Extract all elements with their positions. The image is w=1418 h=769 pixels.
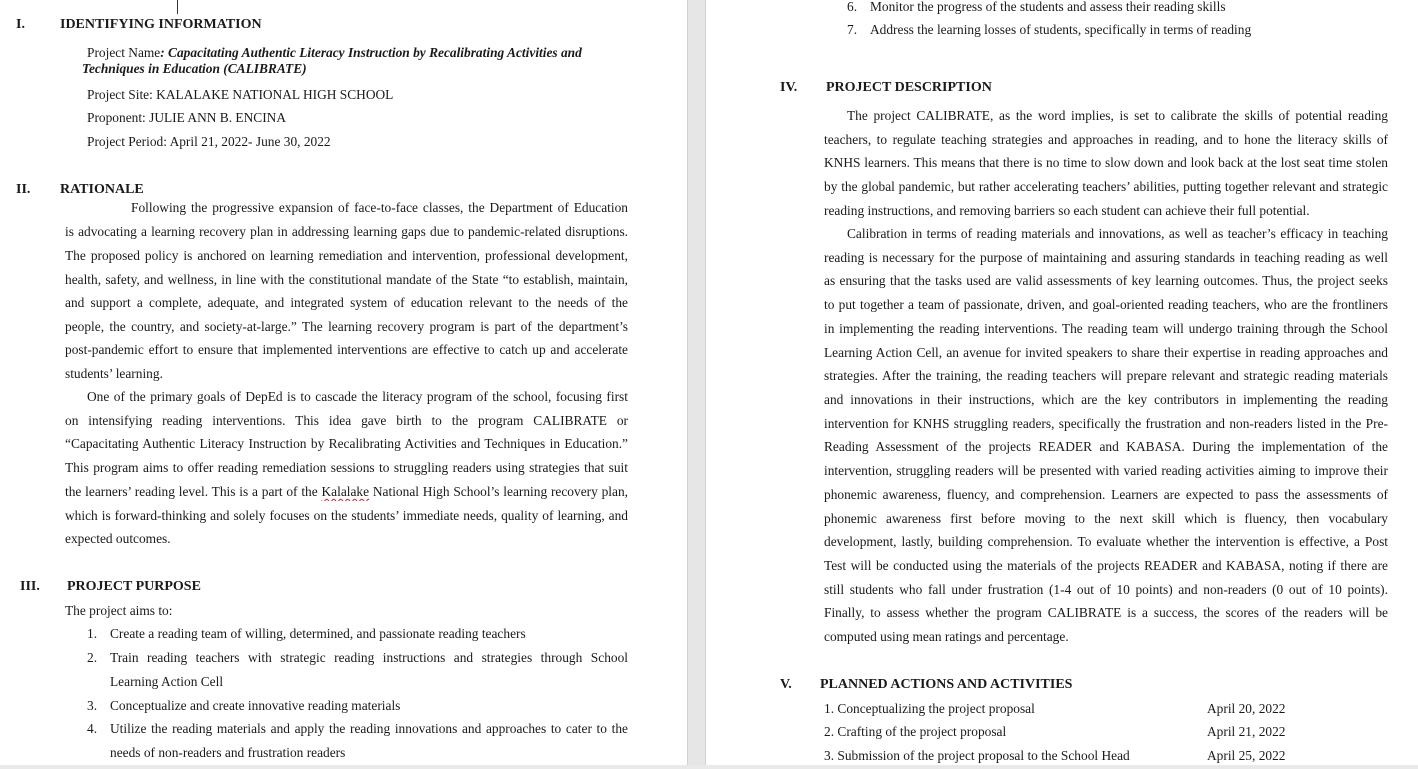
section-1-numeral: I. [16,17,25,32]
rationale-line: One of the primary goals of DepEd is to cascade the literacy program of the school, focusing first [87,389,628,404]
description-line: teachers, to regulate teaching strategies and approaches in reading, and to hone the literacy skills of [824,132,1388,147]
description-line: as ensuring that the tasks used are valid assessments of key learning outcomes. Thus, the project seeks [824,273,1388,288]
section-3-numeral: III. [20,579,40,594]
project-name-title-1: : Capacitating Authentic Literacy Instruction by Recalibrating Activities and [160,45,582,60]
purpose-item-number: 7. [847,22,858,37]
window-bottom-edge [0,765,1418,769]
description-line: Finally, to assess whether the program CALIBRATE is a success, the scores of the readers will be [824,605,1388,620]
description-line: The project CALIBRATE, as the word implies, is set to calibrate the skills of potential reading [847,108,1388,123]
description-line: computed using mean ratings and percentage. [824,629,1069,644]
description-line: phonemic awareness first before moving to the next skill which is fluency, then vocabulary [824,511,1388,526]
description-line: reading is necessary for the purpose of maintaining and assuring standards in teaching reading as well [824,250,1388,265]
rationale-text: the learners’ reading level. This is a part of the [65,484,322,499]
section-2-numeral: II. [16,182,31,197]
project-name-label: Project Name [87,45,161,60]
description-line: by the global pandemic, but rather accelerating teachers’ abilities, putting together relevant and strategic [824,179,1388,194]
description-line: still students who fall under frustration (1-4 out of 10 points) and non-readers (0 out of 10 points). [824,582,1388,597]
activity-action: 3. Submission of the project proposal to the School Head [824,748,1130,763]
description-line: KNHS learners. This means that there is no time to slow down and look back at the lost seat time stolen [824,155,1388,170]
document-page-right [706,0,1418,769]
purpose-item-number: 3. [87,698,98,713]
rationale-line [65,483,628,501]
description-line: phonemic awareness, fluency, and comprehension. Learners are expected to pass the assessments of [824,487,1388,502]
purpose-item-text: Utilize the reading materials and apply the reading innovations and approaches to cater to the [110,721,628,736]
description-line: and innovations in their instructions, which are the key contributors in implementing the reading [824,392,1388,407]
description-line: intervention, struggling readers will be presented with varied reading activities aiming to improve their [824,463,1388,478]
purpose-item-number: 6. [847,0,858,14]
section-4-heading: PROJECT DESCRIPTION [826,80,992,95]
project-period: Project Period: April 21, 2022- June 30, 2022 [87,134,331,149]
section-1-heading: IDENTIFYING INFORMATION [60,17,262,32]
section-4-numeral: IV. [780,80,798,95]
rationale-line: which is forward-thinking and solely focuses on the students’ immediate needs, quality of learning, and [65,508,628,523]
document-page-left [0,0,687,769]
page-gutter [687,0,706,769]
purpose-item-text: Monitor the progress of the students and assess their reading skills [870,0,1226,14]
purpose-item-number: 2. [87,650,98,665]
purpose-item-text: Create a reading team of willing, determined, and passionate reading teachers [110,626,526,641]
rationale-line: students’ learning. [65,366,163,381]
description-line: development, lastly, building comprehension. To evaluate whether the intervention is effective, a Post [824,534,1388,549]
rationale-line: and support a complete, adequate, and integrated system of education relevant to the needs of the [65,295,628,310]
description-line: Learning Action Cell, an avenue for invited speakers to share their expertise in reading approaches and [824,345,1388,360]
purpose-item-text: Address the learning losses of students, specifically in terms of reading [870,22,1252,37]
rationale-line: post-pandemic effort to ensure that implemented interventions are effective to catch up and accelerate [65,342,628,357]
project-site: Project Site: KALALAKE NATIONAL HIGH SCHOOL [87,87,394,102]
section-3-heading: PROJECT PURPOSE [67,579,201,594]
activity-date: April 20, 2022 [1207,701,1286,716]
purpose-item-text: Train reading teachers with strategic reading instructions and strategies through School [110,650,628,665]
description-line: in implementing the reading interventions. The reading team will undergo training through the School [824,321,1388,336]
purpose-item-text: needs of non-readers and frustration readers [110,745,346,760]
activity-date: April 21, 2022 [1207,724,1286,739]
purpose-item-number: 1. [87,626,98,641]
description-line: Reading Assessment of the projects READER and KABASA. During the implementation of the [824,439,1388,454]
text-cursor [177,0,178,14]
activity-action: 2. Crafting of the project proposal [824,724,1007,739]
description-line: strategies. After the training, the reading teachers will prepare relevant and strategic reading materials [824,368,1388,383]
description-line: Test will be conducted using the materials of the projects READER and KABASA, noting if there are [824,558,1388,573]
rationale-text: National High School’s learning recovery plan, [369,484,628,499]
purpose-intro: The project aims to: [65,603,173,618]
project-proponent: Proponent: JULIE ANN B. ENCINA [87,110,286,125]
section-5-heading: PLANNED ACTIONS AND ACTIVITIES [820,677,1073,692]
description-line: to put together a team of passionate, driven, and goal-oriented reading teachers, who are the frontliners [824,297,1388,312]
rationale-line: is advocating a learning recovery plan in addressing learning gaps due to pandemic-related disruptions. [65,224,628,239]
rationale-line: health, safety, and wellness, in line with the constitutional mandate of the State “to establish, maintain, [65,272,628,287]
rationale-line: This program aims to offer reading remediation sessions to struggling readers using strategies that suit [65,460,628,475]
rationale-line: “Capacitating Authentic Literacy Instruction by Recalibrating Activities and Techniques in Education.” [65,436,628,451]
rationale-line: people, the country, and society-at-large.” The learning recovery program is part of the department’s [65,319,628,334]
rationale-line: expected outcomes. [65,531,171,546]
purpose-item-text: Learning Action Cell [110,674,224,689]
rationale-line: on intensifying reading interventions. This idea gave birth to the program CALIBRATE or [65,413,628,428]
rationale-line: Following the progressive expansion of face-to-face classes, the Department of Education [131,200,628,215]
spelling-flag-word[interactable]: Kalalake [321,484,370,499]
purpose-item-text: Conceptualize and create innovative reading materials [110,698,401,713]
description-line: intervention for KNHS struggling readers, specifically the frustration and non-readers listed in the Pre- [824,416,1388,431]
rationale-line: The proposed policy is anchored on learning remediation and intervention, professional development, [65,248,628,263]
activity-date: April 25, 2022 [1207,748,1286,763]
description-line: reading instructions, and removing barriers so each student can achieve their full potential. [824,203,1310,218]
purpose-item-number: 4. [87,721,98,736]
project-name-title-2: Techniques in Education (CALIBRATE) [82,61,307,76]
activity-action: 1. Conceptualizing the project proposal [824,701,1035,716]
description-line: Calibration in terms of reading materials and innovations, as well as teacher’s efficacy in teaching [847,226,1388,241]
section-2-heading: RATIONALE [60,182,144,197]
section-5-numeral: V. [780,677,792,692]
